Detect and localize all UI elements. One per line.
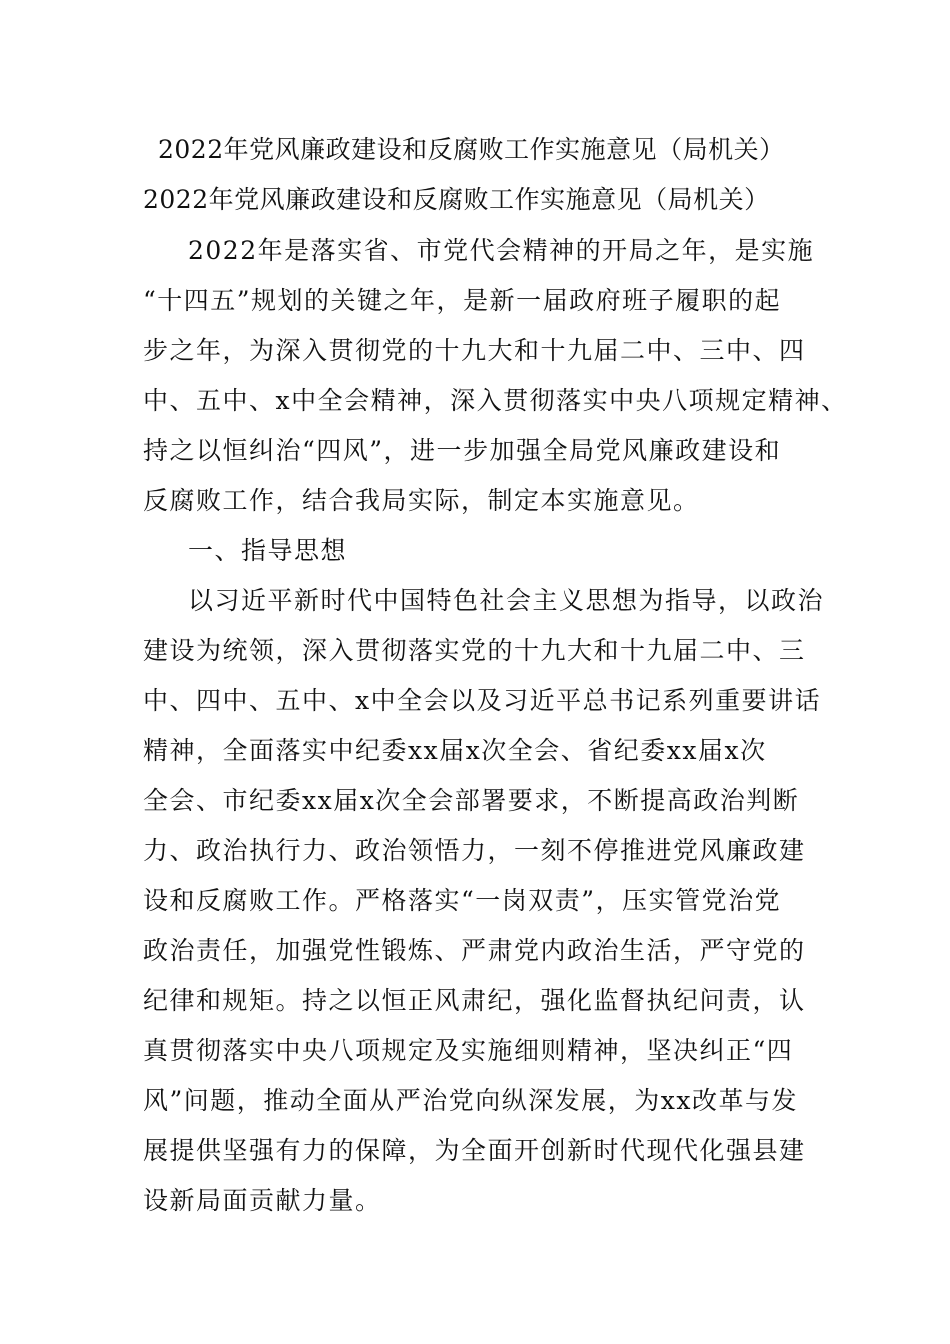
section-paragraph-line: 全会、市纪委xx届x次全会部署要求，不断提高政治判断 (143, 786, 800, 815)
section-paragraph-line: 政治责任，加强党性锻炼、严肃党内政治生活，严守党的 (143, 936, 806, 965)
section-heading: 一、指导思想 (188, 536, 348, 565)
intro-paragraph-line: 反腐败工作，结合我局实际，制定本实施意见。 (143, 486, 700, 515)
section-paragraph-line: 建设为统领，深入贯彻落实党的十九大和十九届二中、三 (143, 636, 806, 665)
section-paragraph-line: 风”问题，推动全面从严治党向纵深发展，为xx改革与发 (143, 1086, 798, 1115)
section-paragraph-line: 设和反腐败工作。严格落实“一岗双责”，压实管党治党 (143, 886, 782, 915)
intro-paragraph-line: 2022年是落实省、市党代会精神的开局之年，是实施 (188, 236, 815, 265)
section-paragraph-line: 纪律和规矩。持之以恒正风肃纪，强化监督执纪问责，认 (143, 986, 806, 1015)
section-paragraph-line: 以习近平新时代中国特色社会主义思想为指导，以政治 (188, 586, 825, 615)
intro-paragraph-line: 步之年，为深入贯彻党的十九大和十九届二中、三中、四 (143, 336, 806, 365)
document-title: 2022年党风廉政建设和反腐败工作实施意见（局机关） (158, 135, 785, 164)
section-paragraph-line: 精神，全面落实中纪委xx届x次全会、省纪委xx届x次 (143, 736, 767, 765)
intro-paragraph-line: 持之以恒纠治“四风”，进一步加强全局党风廉政建设和 (143, 436, 782, 465)
intro-paragraph-line: 中、五中、x中全会精神，深入贯彻落实中央八项规定精神、 (143, 386, 848, 415)
section-paragraph-line: 力、政治执行力、政治领悟力，一刻不停推进党风廉政建 (143, 836, 806, 865)
section-paragraph-line: 设新局面贡献力量。 (143, 1186, 382, 1215)
section-paragraph-line: 中、四中、五中、x中全会以及习近平总书记系列重要讲话 (143, 686, 822, 715)
section-paragraph-line: 真贯彻落实中央八项规定及实施细则精神，坚决纠正“四 (143, 1036, 794, 1065)
document-title-repeat: 2022年党风廉政建设和反腐败工作实施意见（局机关） (143, 185, 770, 214)
intro-paragraph-line: “十四五”规划的关键之年，是新一届政府班子履职的起 (143, 286, 782, 315)
section-paragraph-line: 展提供坚强有力的保障，为全面开创新时代现代化强县建 (143, 1136, 806, 1165)
